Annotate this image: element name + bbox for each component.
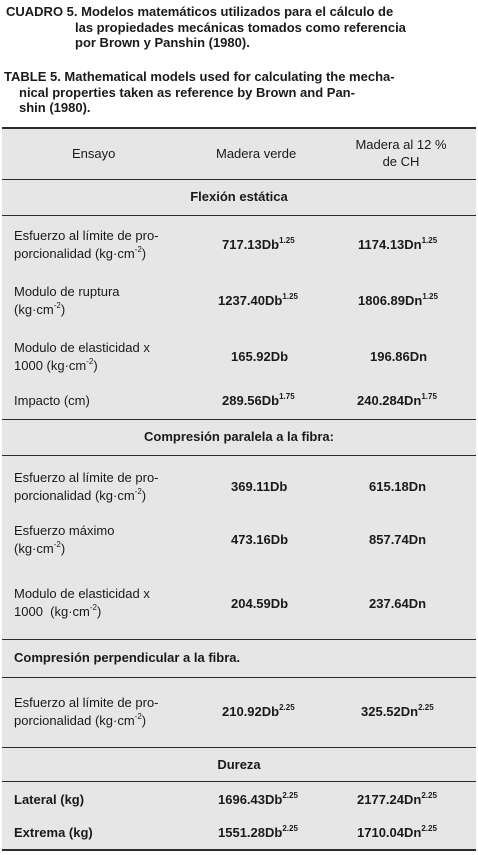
value-madera-12: 237.64Dn [369, 596, 427, 611]
rule [2, 639, 476, 640]
caption-en-line-2: nical properties taken as reference by Brown and Pan- [19, 84, 355, 100]
caption-es-line-2: las propiedades mecánicas tomados como referencia [75, 19, 406, 35]
value-madera-verde: $210.92Db^{2.25}$ [222, 702, 295, 719]
value-madera-verde: 204.59Db [231, 596, 289, 611]
row-label-line2: 1000 $(kg\cdot cm^{-2})$ [14, 356, 98, 373]
value-madera-12: 196.86Dn [370, 349, 428, 364]
row-label-line1: Modulo de ruptura [14, 284, 120, 299]
value-madera-12: 615.18Dn [369, 479, 427, 494]
row-label-line2: $(kg\cdot cm^{-2})$ [14, 539, 66, 556]
header-madera-12-line1: Madera al 12 % [355, 137, 447, 152]
row-label-line2: 1000 $(kg\cdot cm^{-2})$ [14, 602, 102, 619]
models-table [2, 127, 476, 851]
caption-es-line-3: por Brown y Panshin (1980). [75, 35, 250, 50]
section-compresion-paralela: Compresión paralela a la fibra: [143, 429, 334, 444]
row-label-line2: porcionalidad $(kg\cdot cm^{-2})$ [14, 486, 147, 503]
value-madera-verde: $289.56Db^{1.75}$ [222, 391, 295, 408]
value-madera-12: 857.74Dn [369, 532, 427, 547]
row-label-line1: Esfuerzo al límite de pro- [14, 695, 159, 710]
caption-es-line-1: CUADRO 5. Modelos matemáticos utilizados para el cálculo de [6, 4, 394, 19]
rule [2, 215, 476, 216]
caption-en-line-3: shin (1980). [19, 100, 91, 115]
header-madera-verde: Madera verde [216, 146, 297, 161]
value-madera-verde: 369.11Db [231, 479, 288, 494]
value-madera-12: $1806.89Dn^{1.25}$ [358, 291, 438, 308]
value-madera-12: $240.284Dn^{1.75}$ [357, 391, 437, 408]
table-top-rule [2, 127, 476, 129]
row-label-line2: porcionalidad $(kg\cdot cm^{-2})$ [14, 244, 147, 261]
value-madera-12: $2177.24Dn^{2.25}$ [357, 790, 437, 807]
header-ensayo: Ensayo [72, 146, 116, 161]
row-label-line1: Esfuerzo máximo [14, 523, 115, 538]
value-madera-verde: 473.16Db [231, 532, 289, 547]
value-madera-12: $1174.13Dn^{1.25}$ [358, 235, 438, 252]
row-label: Lateral (kg) [14, 792, 85, 807]
value-madera-12: $1710.04Dn^{2.25}$ [357, 823, 437, 840]
row-label: Extrema (kg) [14, 825, 93, 840]
rule [2, 677, 476, 678]
value-madera-12: $325.52Dn^{2.25}$ [361, 702, 434, 719]
value-madera-verde: 165.92Db [231, 349, 289, 364]
rule [2, 419, 476, 420]
value-madera-verde: $1237.40Db^{1.25}$ [218, 291, 298, 308]
row-label: Impacto (cm) [14, 393, 90, 408]
header-madera-12-line2: de CH [382, 154, 420, 169]
section-flexion-estatica: Flexión estática [190, 189, 288, 204]
caption-spanish [6, 4, 406, 51]
row-label-line1: Esfuerzo al límite de pro- [14, 228, 159, 243]
section-compresion-perpendicular: Compresión perpendicular a la fibra. [14, 650, 241, 665]
value-madera-verde: $1551.28Db^{2.25}$ [218, 823, 298, 840]
table-bottom-rule [2, 849, 476, 851]
rule [2, 179, 476, 180]
value-madera-verde: $1696.43Db^{2.25}$ [218, 790, 298, 807]
row-label-line1: Esfuerzo al límite de pro- [14, 470, 159, 485]
rule [2, 455, 476, 456]
caption-en-line-1: TABLE 5. Mathematical models used for calculating the mecha- [4, 69, 395, 84]
rule [2, 781, 476, 782]
row-label-line2: $(kg\cdot cm^{-2})$ [14, 300, 66, 317]
row-label-line1: Modulo de elasticidad x [14, 586, 150, 601]
value-madera-verde: $717.13Db^{1.25}$ [222, 235, 295, 252]
row-label-line2: porcionalidad $(kg\cdot cm^{-2})$ [14, 711, 147, 728]
section-dureza: Dureza [217, 757, 261, 772]
caption-english [4, 69, 395, 116]
row-label-line1: Modulo de elasticidad x [14, 340, 150, 355]
rule [2, 747, 476, 748]
